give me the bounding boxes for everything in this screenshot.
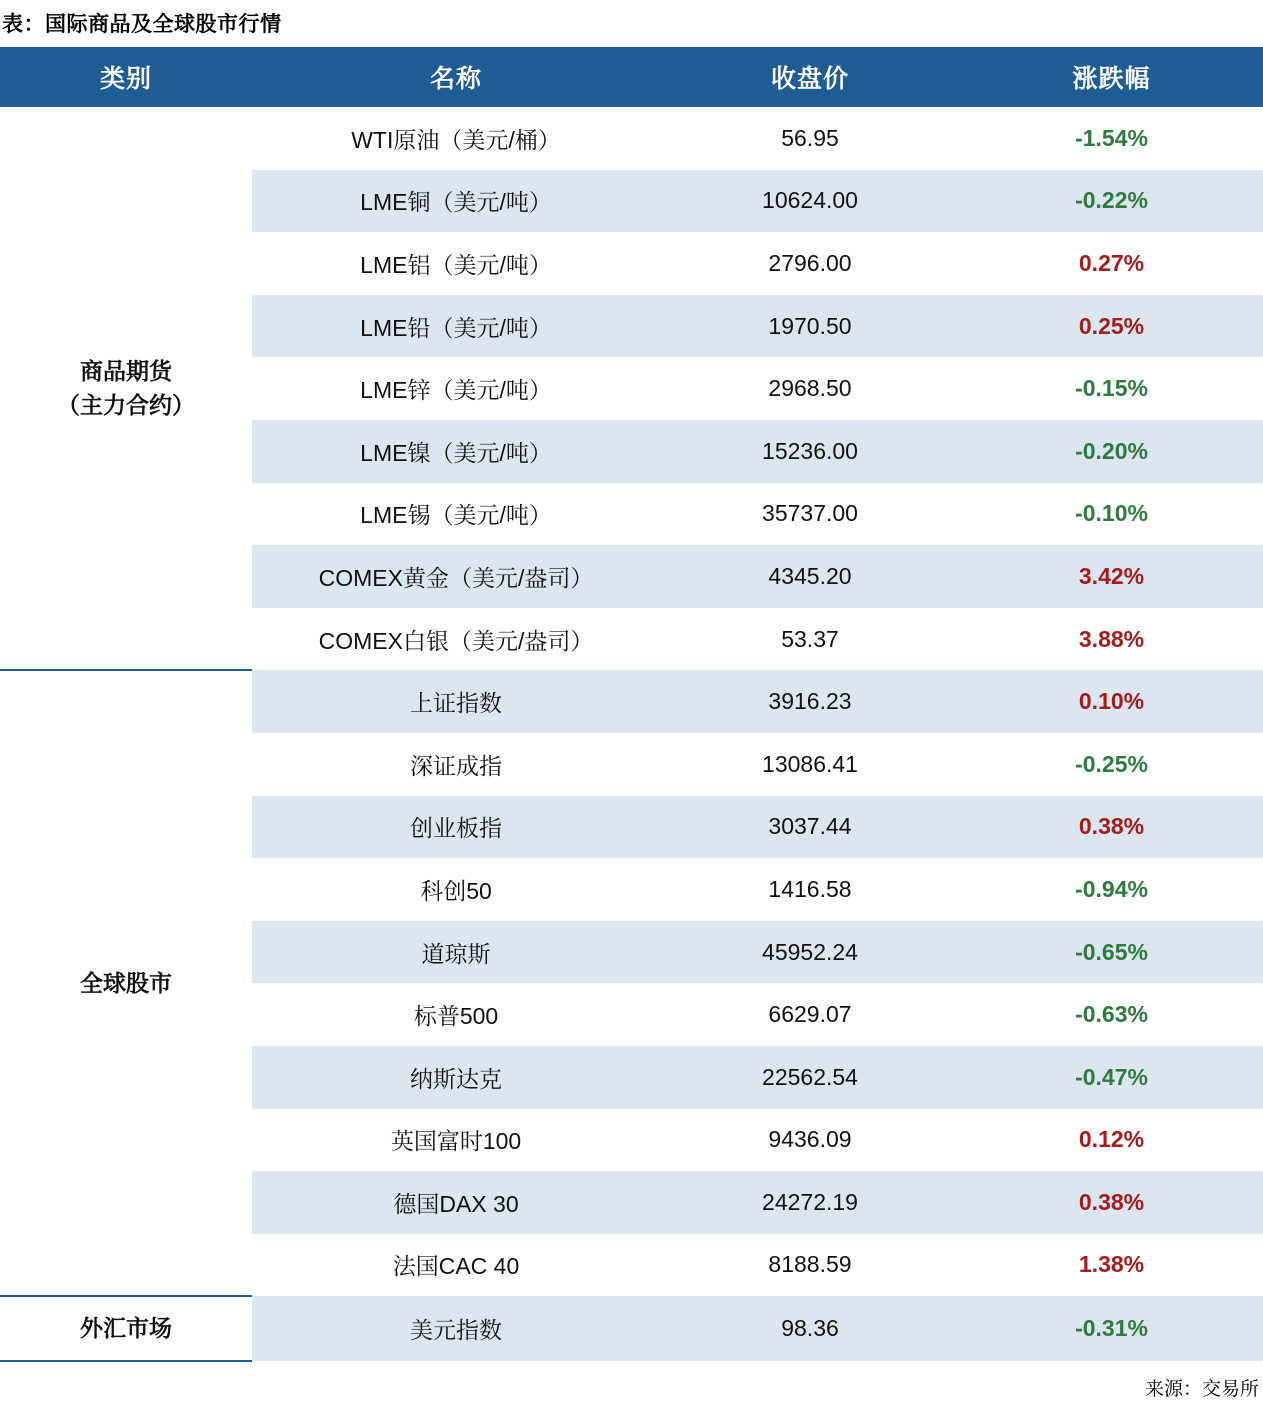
- change-percent-cell: 0.10%: [960, 670, 1263, 733]
- close-price-cell: 2968.50: [660, 357, 960, 420]
- market-data-table: [0, 47, 1263, 1362]
- column-header-category: 类别: [0, 47, 252, 107]
- change-percent-cell: -0.65%: [960, 921, 1263, 984]
- change-percent-cell: -0.25%: [960, 733, 1263, 796]
- change-percent-cell: -0.10%: [960, 483, 1263, 546]
- close-price-cell: 35737.00: [660, 483, 960, 546]
- category-cell: [0, 1296, 252, 1361]
- close-price-cell: 8188.59: [660, 1234, 960, 1297]
- instrument-name-cell: 美元指数: [252, 1296, 660, 1361]
- close-price-cell: 1970.50: [660, 295, 960, 358]
- change-percent-cell: -0.47%: [960, 1046, 1263, 1109]
- instrument-name-cell: 标普500: [252, 983, 660, 1046]
- category-label: 全球股市: [80, 970, 172, 997]
- category-label: 商品期货: [80, 357, 172, 384]
- header-row: [0, 47, 1263, 107]
- change-percent-cell: 0.12%: [960, 1109, 1263, 1172]
- change-percent-cell: -0.31%: [960, 1296, 1263, 1361]
- instrument-name-cell: 德国DAX 30: [252, 1171, 660, 1234]
- instrument-name-cell: WTI原油（美元/桶）: [252, 107, 660, 170]
- instrument-name-cell: LME锌（美元/吨）: [252, 357, 660, 420]
- close-price-cell: 56.95: [660, 107, 960, 170]
- change-percent-cell: -0.22%: [960, 170, 1263, 233]
- close-price-cell: 45952.24: [660, 921, 960, 984]
- change-percent-cell: -0.20%: [960, 420, 1263, 483]
- column-header-close-price: 收盘价: [660, 47, 960, 107]
- table-row: [0, 107, 1263, 170]
- instrument-name-cell: 科创50: [252, 858, 660, 921]
- category-cell: [0, 670, 252, 1296]
- change-percent-cell: -0.63%: [960, 983, 1263, 1046]
- close-price-cell: 3037.44: [660, 796, 960, 859]
- close-price-cell: 1416.58: [660, 858, 960, 921]
- change-percent-cell: -0.94%: [960, 858, 1263, 921]
- instrument-name-cell: 上证指数: [252, 670, 660, 733]
- change-percent-cell: 0.25%: [960, 295, 1263, 358]
- change-percent-cell: 0.38%: [960, 796, 1263, 859]
- instrument-name-cell: 道琼斯: [252, 921, 660, 984]
- instrument-name-cell: 纳斯达克: [252, 1046, 660, 1109]
- column-header-name: 名称: [252, 47, 660, 107]
- instrument-name-cell: COMEX白银（美元/盎司）: [252, 608, 660, 671]
- close-price-cell: 13086.41: [660, 733, 960, 796]
- instrument-name-cell: LME铜（美元/吨）: [252, 170, 660, 233]
- instrument-name-cell: LME锡（美元/吨）: [252, 483, 660, 546]
- close-price-cell: 4345.20: [660, 545, 960, 608]
- instrument-name-cell: 法国CAC 40: [252, 1234, 660, 1297]
- column-header-change: 涨跌幅: [960, 47, 1263, 107]
- close-price-cell: 24272.19: [660, 1171, 960, 1234]
- change-percent-cell: 3.42%: [960, 545, 1263, 608]
- change-percent-cell: -0.15%: [960, 357, 1263, 420]
- table-caption: 表：国际商品及全球股市行情: [2, 13, 282, 36]
- table-row: [0, 1296, 1263, 1361]
- instrument-name-cell: 深证成指: [252, 733, 660, 796]
- close-price-cell: 6629.07: [660, 983, 960, 1046]
- close-price-cell: 9436.09: [660, 1109, 960, 1172]
- table-body: [0, 107, 1263, 1361]
- category-label: 外汇市场: [80, 1315, 172, 1342]
- instrument-name-cell: 创业板指: [252, 796, 660, 859]
- instrument-name-cell: COMEX黄金（美元/盎司）: [252, 545, 660, 608]
- close-price-cell: 10624.00: [660, 170, 960, 233]
- change-percent-cell: -1.54%: [960, 107, 1263, 170]
- category-cell: [0, 107, 252, 670]
- change-percent-cell: 0.38%: [960, 1171, 1263, 1234]
- close-price-cell: 53.37: [660, 608, 960, 671]
- close-price-cell: 22562.54: [660, 1046, 960, 1109]
- source-note: 来源：交易所: [1144, 1378, 1259, 1400]
- instrument-name-cell: LME铝（美元/吨）: [252, 232, 660, 295]
- instrument-name-cell: LME铅（美元/吨）: [252, 295, 660, 358]
- category-sublabel: （主力合约）: [57, 392, 195, 419]
- close-price-cell: 3916.23: [660, 670, 960, 733]
- instrument-name-cell: 英国富时100: [252, 1109, 660, 1172]
- change-percent-cell: 1.38%: [960, 1234, 1263, 1297]
- instrument-name-cell: LME镍（美元/吨）: [252, 420, 660, 483]
- close-price-cell: 15236.00: [660, 420, 960, 483]
- close-price-cell: 2796.00: [660, 232, 960, 295]
- change-percent-cell: 0.27%: [960, 232, 1263, 295]
- close-price-cell: 98.36: [660, 1296, 960, 1361]
- change-percent-cell: 3.88%: [960, 608, 1263, 671]
- table-row: [0, 670, 1263, 733]
- table-header: [0, 47, 1263, 107]
